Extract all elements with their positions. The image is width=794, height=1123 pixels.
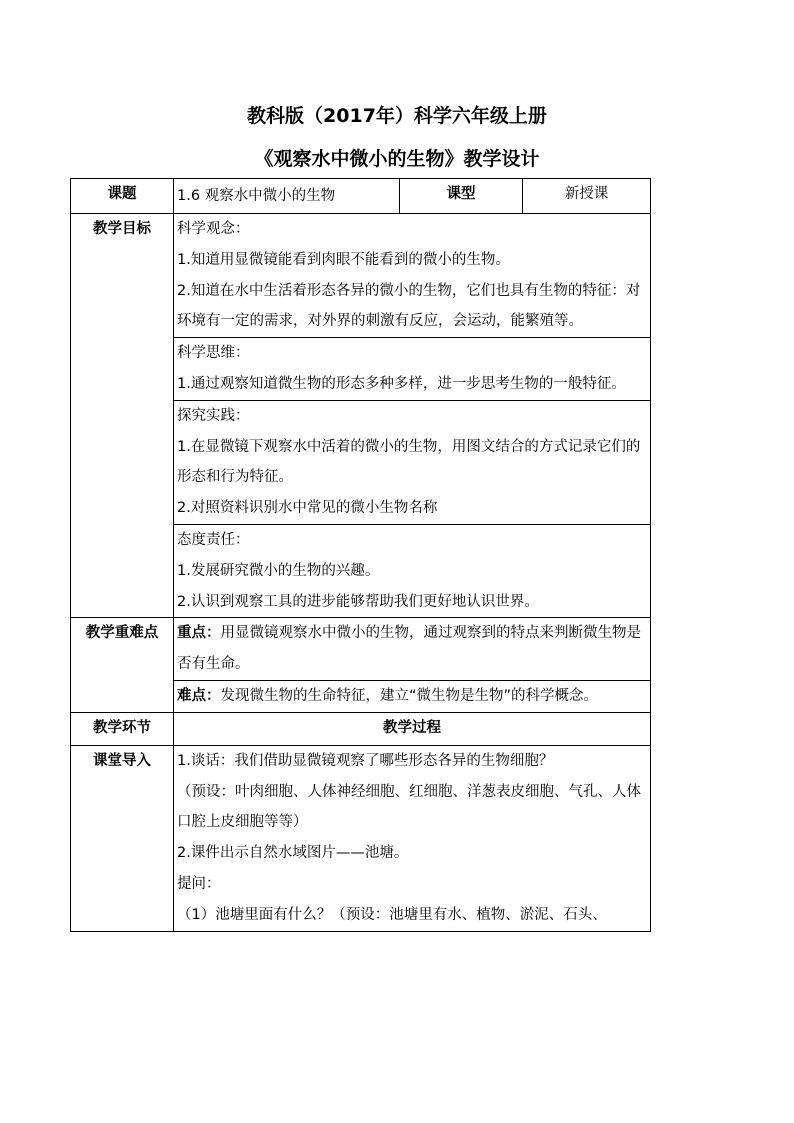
practice-cell bbox=[174, 400, 651, 524]
intro-line: 2.课件出示自然水域图片——池塘。 bbox=[177, 845, 409, 862]
practice-item: 2.对照资料识别水中常见的微小生物名称 bbox=[177, 500, 438, 517]
type-value: 新授课 bbox=[523, 179, 651, 214]
process-header: 教学过程 bbox=[174, 712, 651, 745]
difficult-point-text: 发现微生物的生命特征，建立“微生物是生物”的科学概念。 bbox=[220, 687, 599, 704]
document-title: 教科版（2017年）科学六年级上册 bbox=[247, 105, 547, 127]
thinking-item: 1.通过观察知道微生物的形态多种多样，进一步思考生物的一般特征。 bbox=[177, 375, 626, 392]
key-points-label: 教学重难点 bbox=[71, 618, 174, 712]
lesson-plan-table bbox=[70, 178, 651, 932]
attitude-item: 1.发展研究微小的生物的兴趣。 bbox=[177, 562, 380, 579]
topic-row bbox=[71, 179, 651, 214]
process-header-row bbox=[71, 712, 651, 745]
thinking-cell bbox=[174, 338, 651, 401]
topic-value: 1.6 观察水中微小的生物 bbox=[174, 179, 400, 214]
concept-item: 2.知道在水中生活着形态各异的微小的生物，它们也具有生物的特征：对环境有一定的需求，对外界的刺激有反应，会运动，能繁殖等。 bbox=[177, 282, 641, 330]
concept-cell bbox=[174, 214, 651, 338]
intro-line: （预设：叶肉细胞、人体神经细胞、红细胞、洋葱表皮细胞、气孔、人体口腔上皮细胞等等） bbox=[177, 783, 641, 831]
key-point-label: 重点： bbox=[177, 625, 221, 642]
intro-label: 课堂导入 bbox=[71, 745, 174, 931]
objectives-label: 教学目标 bbox=[71, 214, 174, 618]
attitude-cell bbox=[174, 524, 651, 617]
key-point-row bbox=[71, 618, 651, 681]
attitude-item: 2.认识到观察工具的进步能够帮助我们更好地认识世界。 bbox=[177, 593, 539, 610]
intro-line: 提问： bbox=[177, 875, 221, 892]
attitude-heading: 态度责任： bbox=[177, 531, 250, 548]
objective-concept-row bbox=[71, 214, 651, 338]
thinking-heading: 科学思维： bbox=[177, 345, 250, 362]
document-subtitle: 《观察水中微小的生物》教学设计 bbox=[254, 148, 540, 170]
difficult-point-label: 难点： bbox=[177, 687, 221, 704]
key-point-cell bbox=[174, 618, 651, 681]
intro-line: 1.谈话：我们借助显微镜观察了哪些形态各异的生物细胞？ bbox=[177, 752, 554, 769]
intro-cell bbox=[174, 745, 651, 931]
intro-line: （1）池塘里面有什么？（预设：池塘里有水、植物、淤泥、石头、 bbox=[177, 906, 607, 923]
concept-heading: 科学观念： bbox=[177, 221, 250, 237]
key-point-text: 用显微镜观察水中微小的生物，通过观察到的特点来判断微生物是否有生命。 bbox=[177, 625, 641, 673]
difficult-point-cell bbox=[174, 680, 651, 712]
stage-header: 教学环节 bbox=[71, 712, 174, 745]
topic-label: 课题 bbox=[71, 179, 174, 214]
concept-item: 1.知道用显微镜能看到肉眼不能看到的微小的生物。 bbox=[177, 251, 510, 268]
type-label: 课型 bbox=[400, 179, 523, 214]
intro-row bbox=[71, 745, 651, 931]
practice-item: 1.在显微镜下观察水中活着的微小的生物，用图文结合的方式记录它们的形态和行为特征。 bbox=[177, 438, 641, 486]
practice-heading: 探究实践： bbox=[177, 407, 250, 424]
